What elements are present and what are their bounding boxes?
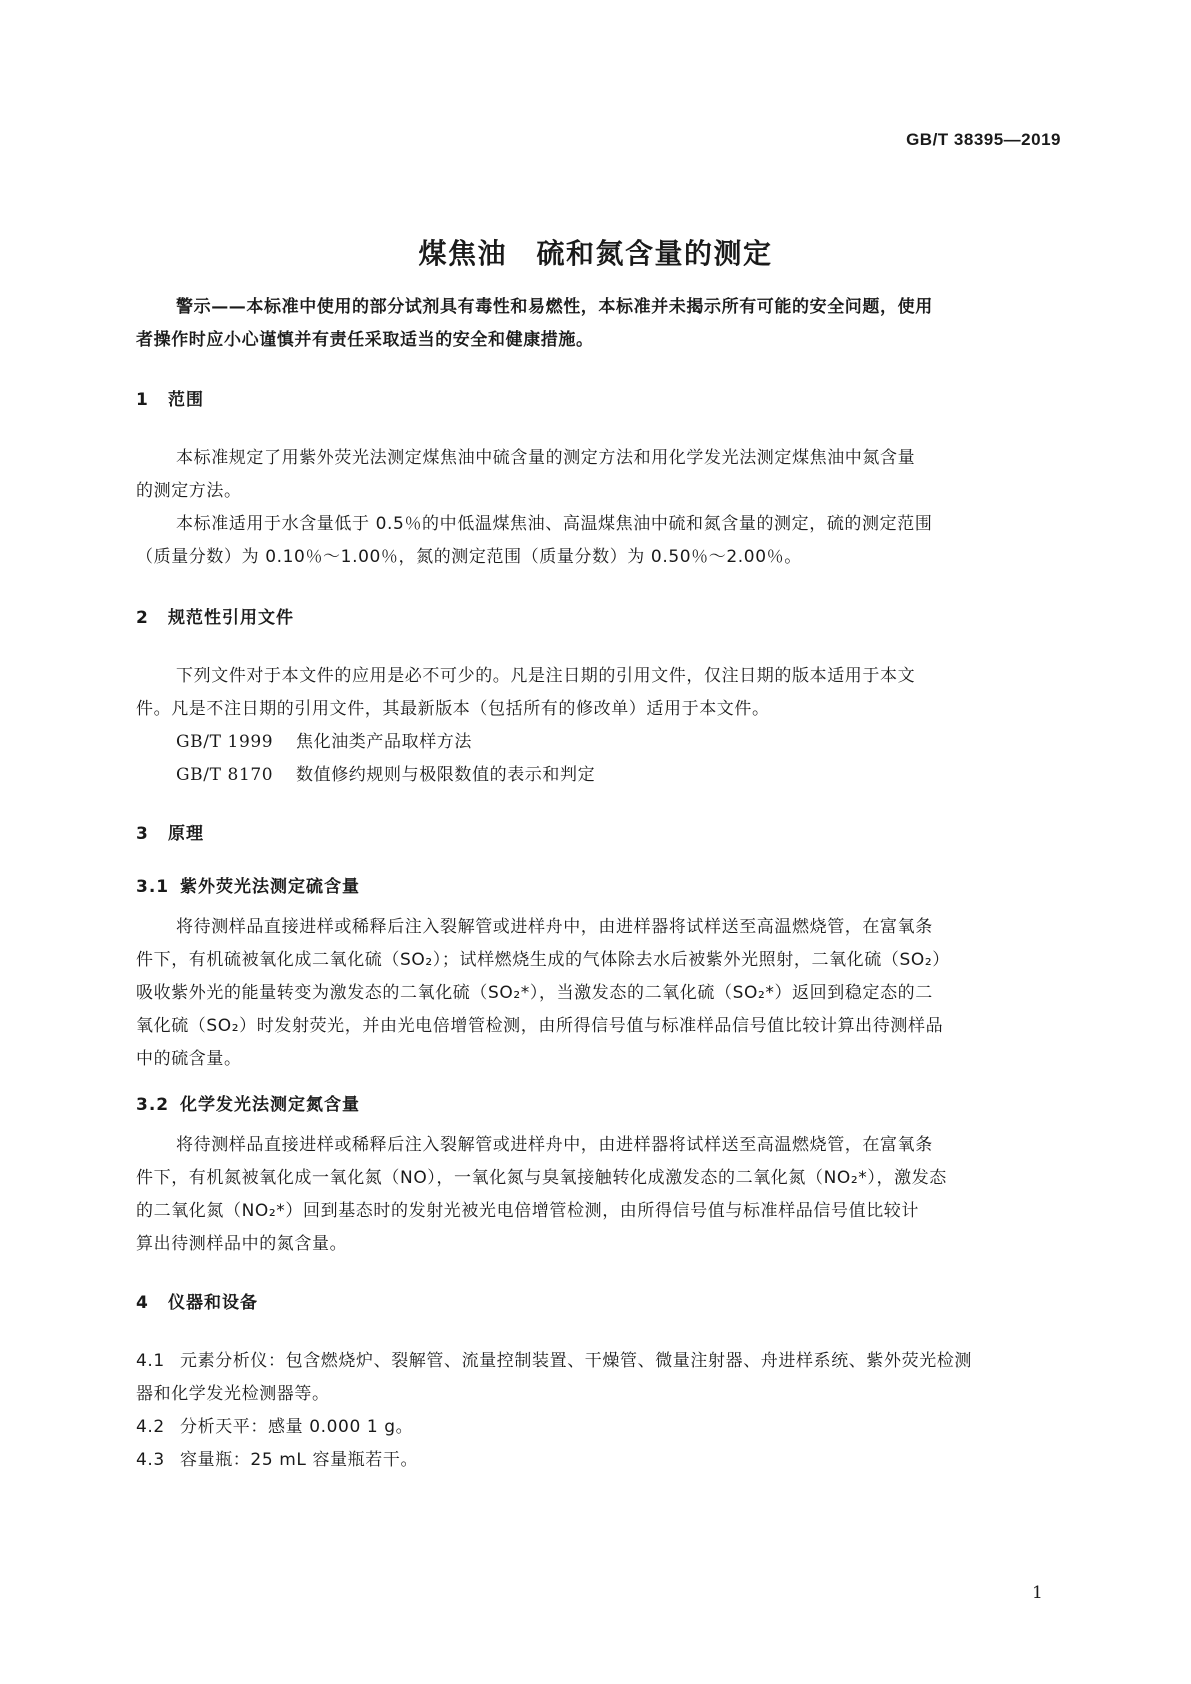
s31-line1: 将待测样品直接进样或稀释后注入裂解管或进样舟中，由进样器将试样送至高温燃烧管，在富氧条 [176, 917, 933, 937]
standard-number: GB/T 38395—2019 [906, 130, 1061, 149]
s2-para1-line1: 下列文件对于本文件的应用是必不可少的。凡是注日期的引用文件，仅注日期的版本适用于本文 [176, 666, 916, 686]
subsection-3-1-heading [136, 872, 360, 897]
section-title: 原理 [168, 824, 204, 844]
section-title: 规范性引用文件 [168, 608, 294, 628]
item-text: 容量瓶：25 mL 容量瓶若干。 [180, 1450, 419, 1470]
s32-line1: 将待测样品直接进样或稀释后注入裂解管或进样舟中，由进样器将试样送至高温燃烧管，在富氧条 [176, 1135, 933, 1155]
section-number: 4 [136, 1293, 149, 1313]
subsection-title: 紫外荧光法测定硫含量 [180, 877, 360, 897]
s1-para1-line1: 本标准规定了用紫外荧光法测定煤焦油中硫含量的测定方法和用化学发光法测定煤焦油中氮含量 [176, 448, 916, 468]
s32-line3: 的二氧化氮（NO₂*）回到基态时的发射光被光电倍增管检测，由所得信号值与标准样品信号值比较计 [136, 1201, 920, 1221]
reference-code: GB/T 1999 [176, 732, 274, 752]
reference-item [176, 727, 472, 752]
item-4-3 [136, 1445, 418, 1470]
item-4-1-line1 [136, 1346, 972, 1371]
item-number: 4.2 [136, 1417, 165, 1437]
s1-para2-line1: 本标准适用于水含量低于 0.5％的中低温煤焦油、高温煤焦油中硫和氮含量的测定，硫的测定范围 [176, 514, 933, 534]
subsection-title: 化学发光法测定氮含量 [180, 1095, 360, 1115]
s31-line3: 吸收紫外光的能量转变为激发态的二氧化硫（SO₂*），当激发态的二氧化硫（SO₂*）返回到稳定态的二 [136, 983, 933, 1003]
s32-line2: 件下，有机氮被氧化成一氧化氮（NO），一氧化氮与臭氧接触转化成激发态的二氧化氮（NO₂*），激发态 [136, 1168, 947, 1188]
reference-code: GB/T 8170 [176, 765, 274, 785]
s31-line5: 中的硫含量。 [136, 1049, 242, 1069]
s1-para1-line2: 的测定方法。 [136, 481, 242, 501]
s2-para1-line2: 件。凡是不注日期的引用文件，其最新版本（包括所有的修改单）适用于本文件。 [136, 699, 770, 719]
item-text: 分析天平：感量 0.000 1 g。 [180, 1417, 414, 1437]
section-number: 2 [136, 608, 149, 628]
subsection-number: 3.1 [136, 877, 170, 897]
s1-para2-line2: （质量分数）为 0.10％～1.00％，氮的测定范围（质量分数）为 0.50％～2.00％。 [136, 547, 802, 567]
item-number: 4.3 [136, 1450, 165, 1470]
section-3-heading [136, 819, 204, 844]
item-4-1-line2: 器和化学发光检测器等。 [136, 1384, 330, 1404]
item-text: 元素分析仪：包含燃烧炉、裂解管、流量控制装置、干燥管、微量注射器、舟进样系统、紫外荧光检测 [180, 1351, 972, 1371]
section-number: 1 [136, 390, 149, 410]
page-number: 1 [1032, 1583, 1043, 1603]
section-title: 仪器和设备 [168, 1293, 258, 1313]
s32-line4: 算出待测样品中的氮含量。 [136, 1234, 348, 1254]
reference-name: 数值修约规则与极限数值的表示和判定 [296, 765, 596, 785]
warning-line-1: 警示——本标准中使用的部分试剂具有毒性和易燃性，本标准并未揭示所有可能的安全问题，使用 [176, 297, 933, 317]
s31-line4: 氧化硫（SO₂）时发射荧光，并由光电倍增管检测，由所得信号值与标准样品信号值比较计算出待测样品 [136, 1016, 944, 1036]
reference-item [176, 760, 595, 785]
reference-name: 焦化油类产品取样方法 [296, 732, 472, 752]
subsection-number: 3.2 [136, 1095, 170, 1115]
section-2-heading [136, 603, 294, 628]
section-4-heading [136, 1288, 258, 1313]
warning-line-2: 者操作时应小心谨慎并有责任采取适当的安全和健康措施。 [136, 330, 594, 350]
item-4-2 [136, 1412, 413, 1437]
subsection-3-2-heading [136, 1090, 360, 1115]
document-title: 煤焦油 硫和氮含量的测定 [418, 237, 773, 270]
section-number: 3 [136, 824, 149, 844]
section-1-heading [136, 385, 204, 410]
s31-line2: 件下，有机硫被氧化成二氧化硫（SO₂）；试样燃烧生成的气体除去水后被紫外光照射，二氧化硫（SO₂） [136, 950, 950, 970]
item-number: 4.1 [136, 1351, 165, 1371]
section-title: 范围 [168, 390, 204, 410]
